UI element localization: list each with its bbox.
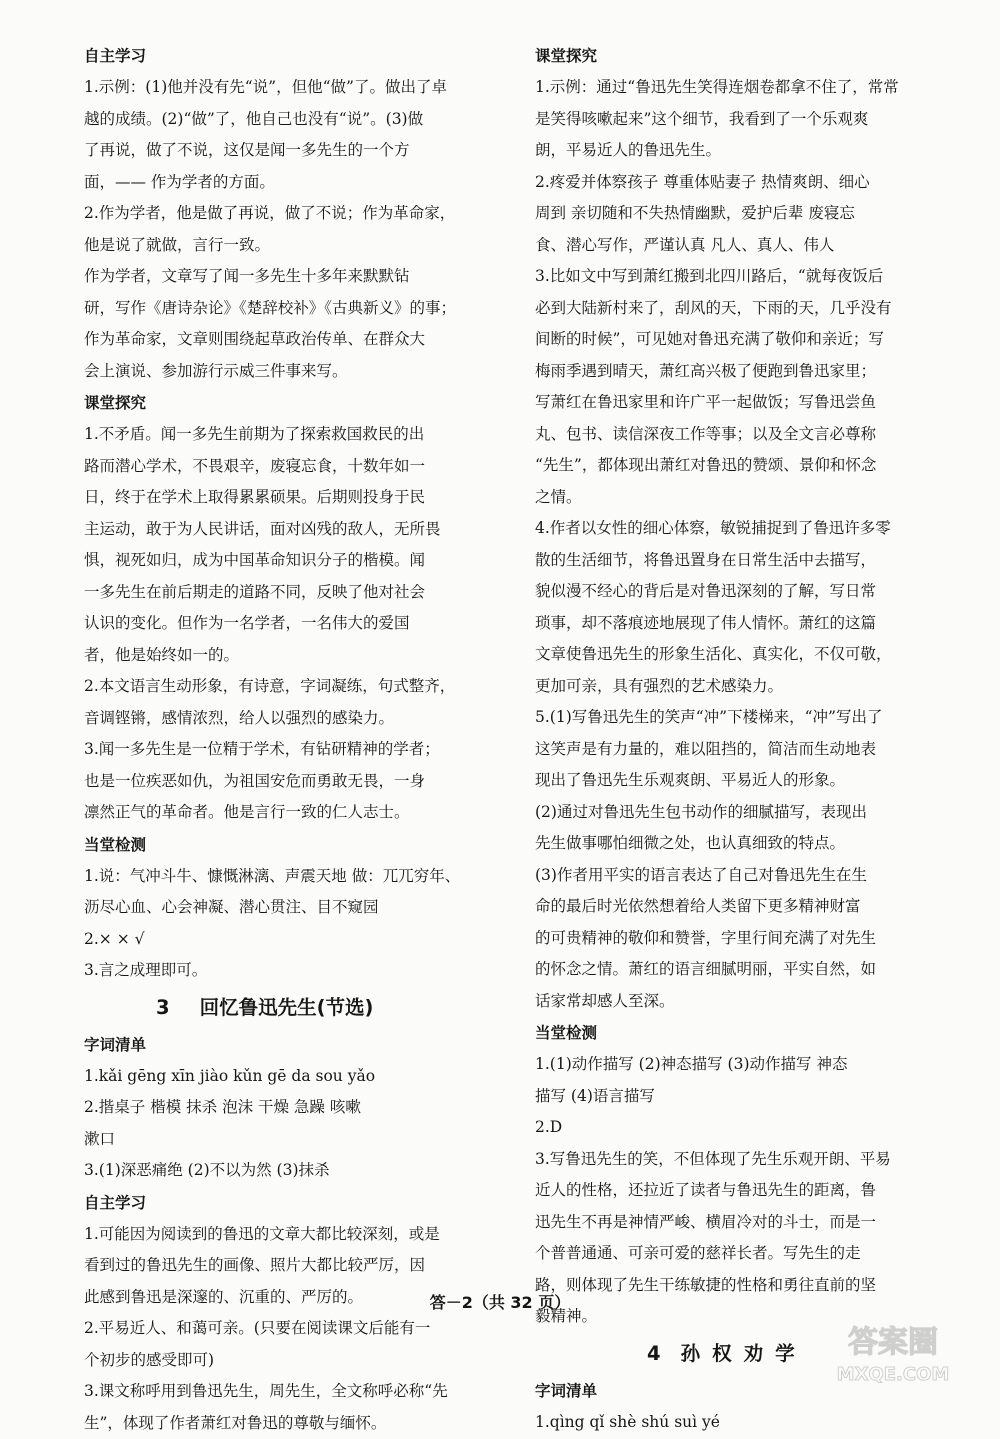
answer-line: 毅精神。	[535, 1301, 933, 1333]
answer-line: 路，则体现了先生干练敏捷的性格和勇往直前的坚	[535, 1270, 933, 1302]
lesson-number: 3	[156, 996, 170, 1019]
answer-line: 话家常却感人至深。	[535, 986, 933, 1018]
answer-line: 先生做事哪怕细微之处，也认真细致的特点。	[535, 828, 933, 860]
answer-line: 了再说，做了不说，这仅是闻一多先生的一个方	[84, 135, 482, 167]
answer-line: 研，写作《唐诗杂论》《楚辞校补》《古典新义》的事；	[84, 293, 482, 325]
answer-line: 凛然正气的革命者。他是言行一致的仁人志士。	[84, 797, 482, 829]
answer-line: 食、潜心写作，严谨认真 凡人、真人、伟人	[535, 230, 933, 262]
left-column	[84, 40, 482, 1439]
answer-line: 主运动，敢于为人民讲话，面对凶残的敌人，无所畏	[84, 514, 482, 546]
answer-line: 的怀念之情。萧红的语言细腻明丽，平实自然，如	[535, 954, 933, 986]
answer-line: 3.言之成理即可。	[84, 955, 482, 987]
answer-line: 3.写鲁迅先生的笑，不但体现了先生乐观开朗、平易	[535, 1144, 933, 1176]
answer-line: 散的生活细节，将鲁迅置身在日常生活中去描写，	[535, 545, 933, 577]
answer-line: 3.比如文中写到萧红搬到北四川路后，“就每夜饭后	[535, 261, 933, 293]
answer-line: 朗，平易近人的鲁迅先生。	[535, 135, 933, 167]
section-heading: 课堂探究	[84, 387, 482, 419]
answer-line: 一多先生在前后期走的道路不同，反映了他对社会	[84, 577, 482, 609]
answer-line: 2.作为学者，他是做了再说，做了不说；作为革命家，	[84, 198, 482, 230]
answer-line: 写萧红在鲁迅家里和许广平一起做饭；写鲁迅尝鱼	[535, 387, 933, 419]
answer-line: 3.闻一多先生是一位精于学术，有钻研精神的学者；	[84, 734, 482, 766]
answer-line: 现出了鲁迅先生乐观爽朗、平易近人的形象。	[535, 765, 933, 797]
answer-line: 间断的时候”，可见她对鲁迅充满了敬仰和亲近；写	[535, 324, 933, 356]
watermark-top: 答案圈	[848, 1325, 938, 1360]
answer-line: 他是说了就做，言行一致。	[84, 230, 482, 262]
answer-line: 1.说：气冲斗牛、慷慨淋漓、声震天地 做：兀兀穷年、	[84, 861, 482, 893]
watermark-logo	[818, 1318, 968, 1386]
answer-line: 命的最后时光依然想着给人类留下更多精神财富	[535, 891, 933, 923]
answer-line: 越的成绩。(2)“做”了，他自己也没有“说”。(3)做	[84, 104, 482, 136]
section-heading: 课堂探究	[535, 40, 933, 72]
answer-line: 之情。	[535, 482, 933, 514]
answer-line: 2.平易近人、和蔼可亲。(只要在阅读课文后能有一	[84, 1313, 482, 1345]
answer-line: 个普普通通、可亲可爱的慈祥长者。写先生的走	[535, 1238, 933, 1270]
section-heading: 自主学习	[84, 1187, 482, 1219]
answer-line: 面，—— 作为学者的方面。	[84, 167, 482, 199]
answer-line: 梅雨季遇到晴天，萧红高兴极了便跑到鲁迅家里；	[535, 356, 933, 388]
section-heading: 字词清单	[84, 1029, 482, 1061]
answer-line: 这笑声是有力量的，难以阻挡的，简洁而生动地表	[535, 734, 933, 766]
answer-line: 者，他是始终如一的。	[84, 640, 482, 672]
answer-line: 3.课文称呼用到鲁迅先生，周先生，全文称呼必称“先	[84, 1376, 482, 1408]
answer-line: 1.qìng qǐ shè shú suì yé	[535, 1407, 933, 1439]
answer-line: 是笑得咳嗽起来”这个细节，我看到了一个乐观爽	[535, 104, 933, 136]
answer-line: 也是一位疾恶如仇，为祖国安危而勇敢无畏，一身	[84, 766, 482, 798]
answer-line: 漱口	[84, 1124, 482, 1156]
answer-line: 2.揩桌子 楷模 抹杀 泡沫 干燥 急躁 咳嗽	[84, 1092, 482, 1124]
answer-line: 1.示例：(1)他并没有先“说”，但他“做”了。做出了卓	[84, 72, 482, 104]
lesson-title	[84, 987, 482, 1029]
right-column	[535, 40, 933, 1438]
section-heading: 字词清单	[535, 1375, 933, 1407]
lesson-title-text: 孙权劝学	[681, 1342, 807, 1365]
answer-line: “先生”，都体现出萧红对鲁迅的赞颂、景仰和怀念	[535, 450, 933, 482]
answer-line: 作为革命家，文章则围绕起草政治传单、在群众大	[84, 324, 482, 356]
answer-line: 音调铿锵，感情浓烈，给人以强烈的感染力。	[84, 703, 482, 735]
answer-line: 1.示例：通过“鲁迅先生笑得连烟卷都拿不住了，常常	[535, 72, 933, 104]
answer-line: 沥尽心血、心会神凝、潜心贯注、目不窥园	[84, 892, 482, 924]
answer-line: 2.本文语言生动形象，有诗意，字词凝练，句式整齐，	[84, 671, 482, 703]
lesson-number: 4	[647, 1342, 673, 1365]
section-heading: 自主学习	[84, 40, 482, 72]
answer-line: 4.作者以女性的细心体察，敏锐捕捉到了鲁迅许多零	[535, 513, 933, 545]
answer-line: 貌似漫不经心的背后是对鲁迅深刻的了解，写日常	[535, 576, 933, 608]
answer-line: 路而潜心学术，不畏艰辛，废寝忘食，十数年如一	[84, 451, 482, 483]
answer-line: 1.可能因为阅读到的鲁迅的文章大都比较深刻，或是	[84, 1219, 482, 1251]
answer-line: 2.× × √	[84, 924, 482, 956]
answer-line: 近人的性格，还拉近了读者与鲁迅先生的距离，鲁	[535, 1175, 933, 1207]
section-heading: 当堂检测	[84, 829, 482, 861]
answer-line: 作为学者，文章写了闻一多先生十多年来默默钻	[84, 261, 482, 293]
lesson-title-text: 回忆鲁迅先生(节选)	[200, 996, 374, 1019]
answer-line: 周到 亲切随和不失热情幽默，爱护后辈 废寝忘	[535, 198, 933, 230]
answer-line: 文章使鲁迅先生的形象生活化、真实化，不仅可敬，	[535, 639, 933, 671]
answer-line: (2)通过对鲁迅先生包书动作的细腻描写，表现出	[535, 797, 933, 829]
answer-line: 2.D	[535, 1112, 933, 1144]
watermark-bottom: MXQE.COM	[837, 1364, 950, 1385]
answer-line: 此感到鲁迅是深邃的、沉重的、严厉的。	[84, 1282, 482, 1314]
answer-line: 描写 (4)语言描写	[535, 1081, 933, 1113]
answer-line: 会上演说、参加游行示威三件事来写。	[84, 356, 482, 388]
answer-line: (3)作者用平实的语言表达了自己对鲁迅先生在生	[535, 860, 933, 892]
answer-line: 5.(1)写鲁迅先生的笑声“冲”下楼梯来，“冲”写出了	[535, 702, 933, 734]
answer-line: 生”，体现了作者萧红对鲁迅的尊敬与缅怀。	[84, 1408, 482, 1439]
answer-line: 看到过的鲁迅先生的画像、照片大都比较严厉，因	[84, 1250, 482, 1282]
answer-line: 的可贵精神的敬仰和赞誉，字里行间充满了对先生	[535, 923, 933, 955]
answer-line: 3.(1)深恶痛绝 (2)不以为然 (3)抹杀	[84, 1155, 482, 1187]
answer-line: 1.(1)动作描写 (2)神态描写 (3)动作描写 神态	[535, 1049, 933, 1081]
answer-line: 个初步的感受即可)	[84, 1345, 482, 1377]
answer-line: 迅先生不再是神情严峻、横眉冷对的斗士，而是一	[535, 1207, 933, 1239]
answer-line: 惧，视死如归，成为中国革命知识分子的楷模。闻	[84, 545, 482, 577]
section-heading: 当堂检测	[535, 1017, 933, 1049]
answer-line: 认识的变化。但作为一名学者，一名伟大的爱国	[84, 608, 482, 640]
page-footer: 答－2（共 32 页）	[0, 1290, 1000, 1313]
answer-line: 琐事，却不落痕迹地展现了伟人情怀。萧红的这篇	[535, 608, 933, 640]
answer-line: 日，终于在学术上取得累累硕果。后期则投身于民	[84, 482, 482, 514]
answer-line: 更加可亲，具有强烈的艺术感染力。	[535, 671, 933, 703]
answer-line: 2.疼爱并体察孩子 尊重体贴妻子 热情爽朗、细心	[535, 167, 933, 199]
answer-line: 必到大陆新村来了，刮风的天，下雨的天，几乎没有	[535, 293, 933, 325]
answer-line: 1.不矛盾。闻一多先生前期为了探索救国救民的出	[84, 419, 482, 451]
answer-line: 1.kǎi gēng xīn jiào kǔn gē da sou yǎo	[84, 1061, 482, 1093]
answer-line: 丸、包书、读信深夜工作等事；以及全文言必尊称	[535, 419, 933, 451]
